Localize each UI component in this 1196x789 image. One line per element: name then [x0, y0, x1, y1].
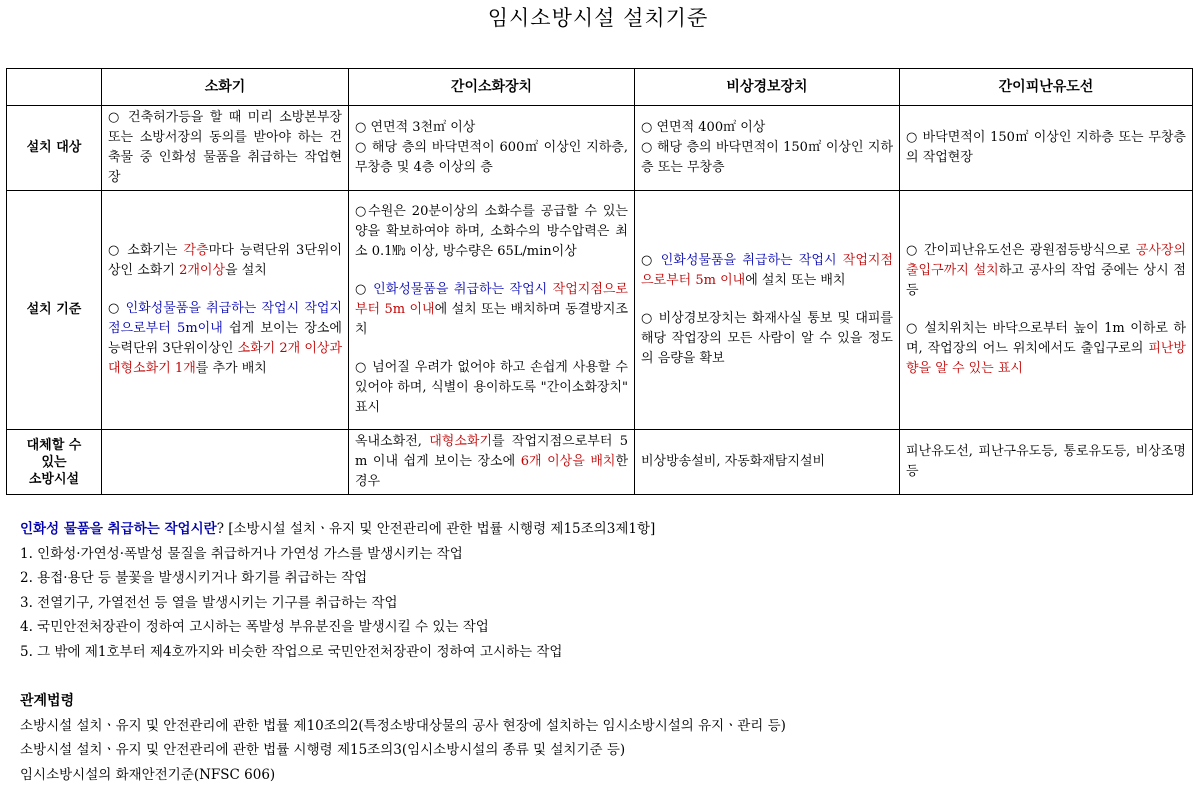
col-header-simple-device: 간이소화장치: [349, 69, 635, 106]
definition-item: 4. 국민안전처장관이 정하여 고시하는 폭발성 부유분진을 발생시킬 수 있는 작업: [20, 619, 489, 635]
highlight-text: 대형소화기: [429, 434, 493, 449]
definition-section: [20, 517, 1180, 664]
text-line: ○ 연면적 400㎡ 이상: [641, 120, 766, 135]
cell-replace-extinguisher: [102, 430, 349, 495]
highlight-text: 작업지점으로부터 5m 이내: [641, 253, 893, 288]
definition-item: 3. 전열기구, 가열전선 등 열을 발생시키는 기구를 취급하는 작업: [20, 594, 398, 611]
row-label-criteria: 설치 기준: [7, 191, 102, 430]
related-laws-section: [20, 689, 1180, 787]
highlight-text: 6개 이상을 배치: [520, 454, 616, 469]
highlight-text: 공사장의 출입구까지 설치: [906, 243, 1186, 278]
highlight-text: 인화성물품을 취급하는 작업시: [373, 282, 553, 297]
highlight-text: 2개이상: [179, 263, 226, 278]
cell-replace-guide-line: 피난유도선, 피난구유도등, 통로유도등, 비상조명등: [900, 430, 1193, 495]
related-laws-title: 관계법령: [20, 693, 75, 709]
text-line: ○ 해당 층의 바닥면적이 600㎡ 이상인 지하층, 무창층 및 4층 이상의 층: [355, 140, 628, 175]
corner-cell: [7, 69, 102, 106]
text-line: ○ 연면적 3천㎡ 이상: [355, 120, 476, 135]
cell-criteria-simple-device: [349, 191, 635, 430]
col-header-guide-line: 간이피난유도선: [900, 69, 1193, 106]
row-label-replace: 대체할 수 있는 소방시설: [7, 430, 102, 495]
cell-criteria-extinguisher: [102, 191, 349, 430]
definition-item: 2. 용접·용단 등 불꽃을 발생시키거나 화기를 취급하는 작업: [20, 570, 368, 586]
installation-criteria-table: [6, 68, 1193, 495]
law-item: 소방시설 설치ㆍ유지 및 안전관리에 관한 법률 시행령 제15조의3(임시소방시설의 종류 및 설치기준 등): [20, 742, 626, 758]
col-header-alarm: 비상경보장치: [635, 69, 900, 106]
cell-target-guide-line: ○ 바닥면적이 150㎡ 이상인 지하층 또는 무창층의 작업현장: [900, 106, 1193, 191]
cell-target-extinguisher: ○ 건축허가등을 할 때 미리 소방본부장 또는 소방서장의 동의를 받아야 하는 건축물 중 인화성 물품을 취급하는 작업현장: [102, 106, 349, 191]
text-paragraph: ○ 넘어질 우려가 없어야 하고 손쉽게 사용할 수 있어야 하며, 식별이 용이하도록 "간이소화장치" 표시: [355, 360, 628, 415]
text-paragraph: ○수원은 20분이상의 소화수를 공급할 수 있는 양을 확보하여야 하며, 소화수의 방수압력은 최소 0.1㎫ 이상, 방수량은 65L/min이상: [355, 204, 628, 259]
cell-replace-simple-device: 옥내소화전, 대형소화기를 작업지점으로부터 5m 이내 쉽게 보이는 장소에 6개 이상을 배치한 경우: [349, 430, 635, 495]
definition-item: 1. 인화성·가연성·폭발성 물질을 취급하거나 가연성 가스를 발생시키는 작업: [20, 545, 463, 562]
row-label-target: 설치 대상: [7, 106, 102, 191]
text-paragraph: ○ 비상경보장치는 화재사실 통보 및 대피를 해당 작업장의 모든 사람이 알 수 있을 정도의 음량을 확보: [641, 311, 893, 366]
highlight-text: 인화성물품을 취급하는 작업시 작업지점으로부터 5m이내: [108, 301, 343, 336]
text-paragraph: ○ 인화성물품을 취급하는 작업시 작업지점으로부터 5m 이내에 설치 또는 배치: [641, 253, 893, 288]
law-item: 소방시설 설치ㆍ유지 및 안전관리에 관한 법률 제10조의2(특정소방대상물의 공사 현장에 설치하는 임시소방시설의 유지ㆍ관리 등): [20, 717, 786, 734]
page-title: 임시소방시설 설치기준: [487, 6, 709, 30]
highlight-text: 작업지점으로부터 5m 이내: [355, 282, 628, 317]
definition-heading: 인화성 물품을 취급하는 작업시란? [소방시설 설치ㆍ유지 및 안전관리에 관한 법률 시행령 제15조의3제1항]: [20, 521, 656, 537]
row-replace: [7, 430, 1193, 495]
text-paragraph: ○ 간이피난유도선은 광원점등방식으로 공사장의 출입구까지 설치하고 공사의 작업 중에는 상시 점등: [906, 243, 1186, 298]
header-row: [7, 69, 1193, 106]
text-paragraph: ○ 인화성물품을 취급하는 작업시 작업지점으로부터 5m 이내에 설치 또는 배치하며 동결방지조치: [355, 282, 628, 337]
highlight-text: 각층: [183, 243, 209, 258]
highlight-text: 소화기 2개 이상과 대형소화기 1개: [108, 341, 343, 376]
text-paragraph: ○ 설치위치는 바닥으로부터 높이 1m 이하로 하며, 작업장의 어느 위치에서도 출입구로의 피난방향을 알 수 있는 표시: [906, 321, 1186, 376]
definition-item: 5. 그 밖에 제1호부터 제4호까지와 비슷한 작업으로 국민안전처장관이 정하여 고시하는 작업: [20, 643, 563, 660]
col-header-extinguisher: 소화기: [102, 69, 349, 106]
text-paragraph: ○ 인화성물품을 취급하는 작업시 작업지점으로부터 5m이내 쉽게 보이는 장소에 능력단위 3단위이상인 소화기 2개 이상과 대형소화기 1개를 추가 배치: [108, 301, 343, 376]
cell-criteria-alarm: [635, 191, 900, 430]
law-item: 임시소방시설의 화재안전기준(NFSC 606): [20, 766, 276, 783]
row-criteria: [7, 191, 1193, 430]
highlight-text: 피난방향을 알 수 있는 표시: [906, 341, 1186, 376]
highlight-text: 인화성물품을 취급하는 작업시: [660, 253, 843, 268]
text-line: ○ 해당 층의 바닥면적이 150㎡ 이상인 지하층 또는 무창층: [641, 140, 893, 175]
cell-target-simple-device: [349, 106, 635, 191]
row-target: [7, 106, 1193, 191]
text-paragraph: ○ 소화기는 각층마다 능력단위 3단위이상인 소화기 2개이상을 설치: [108, 243, 343, 278]
cell-target-alarm: [635, 106, 900, 191]
cell-replace-alarm: 비상방송설비, 자동화재탐지설비: [635, 430, 900, 495]
cell-criteria-guide-line: [900, 191, 1193, 430]
